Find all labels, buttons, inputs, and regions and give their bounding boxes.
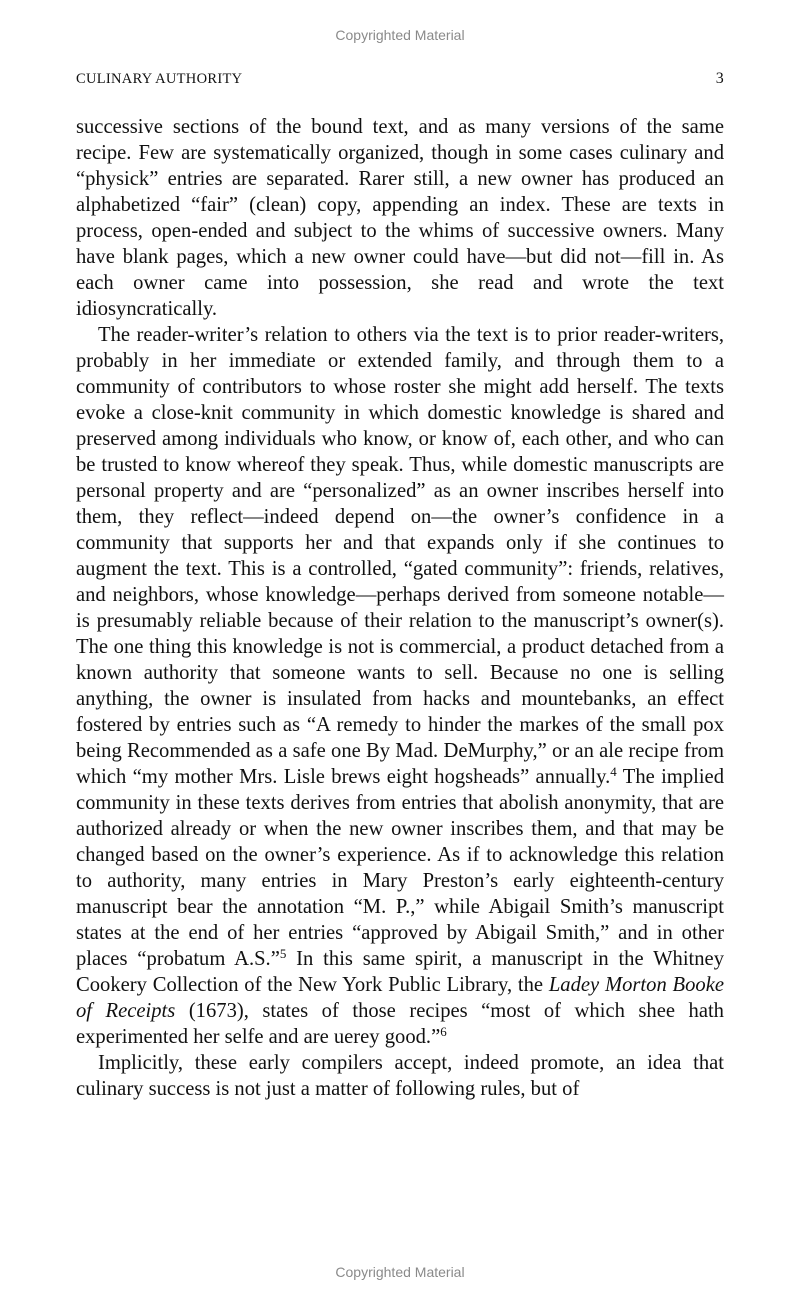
footnote-marker-5: 5 (279, 946, 287, 961)
paragraph-2-text-c: In this same spirit, a manuscript in the Whitney Cookery Collection of the New York Public Library, the (76, 948, 724, 996)
paragraph-2-text-a: The reader-writer’s relation to others via the text is to prior reader-writers, probably in her immediate or extended family, and through them to a community of contributors to whose roster she might add herself. The texts evoke a close-knit community in which domestic knowledge is shared and preserved among individuals who know, or know of, each other, and who can be trusted to know whereof they speak. Thus, while domestic manuscripts are personal property and are “personalized” as an owner inscribes herself into them, they reflect—indeed depend on—the owner’s confidence in a community that supports her and that expands only if she continues to augment the text. This is a controlled, “gated community”: friends, relatives, and neighbors, whose knowledge—perhaps derived from someone notable—is presumably reliable because of their relation to the manuscript’s owner(s). The one thing this knowledge is not is commercial, a product detached from a known authority that someone wants to sell. Because no one is selling anything, the owner is insulated from hacks and mountebanks, an effect fostered by entries such as “A remedy to hinder the markes of the small pox being Recommended as a safe one By Mad. DeMurphy,” or an ale recipe from which “my mother Mrs. Lisle brews eight hogsheads” annually. (76, 324, 724, 788)
footnote-marker-4: 4 (610, 764, 617, 779)
running-head (76, 70, 724, 88)
body-text (76, 114, 724, 1102)
paragraph-3: Implicitly, these early compilers accept, indeed promote, an idea that culinary success is not just a matter of following rules, but of (76, 1052, 724, 1100)
page-number: 3 (715, 70, 724, 87)
paragraph-2 (76, 322, 724, 1050)
paragraph-1: successive sections of the bound text, and as many versions of the same recipe. Few are systematically organized, though in some cases culinary and “physick” entries are separated. Rarer still, a new owner has produced an alphabetized “fair” (clean) copy, appending an index. These are texts in process, open-ended and subject to the whims of successive owners. Many have blank pages, which a new owner could have—but did not—fill in. As each owner came into possession, she read and wrote the text idiosyncratically. (76, 116, 724, 320)
paragraph-2-text-b: The implied community in these texts derives from entries that abolish anonymity, that are authorized already or when the new owner inscribes them, and that may be changed based on the owner’s experience. As if to acknowledge this relation to authority, many entries in Mary Preston’s early eighteenth-century manuscript bear the annotation “M. P.,” while Abigail Smith’s manuscript states at the end of her entries “approved by Abigail Smith,” and in other places “probatum A.S.” (76, 766, 724, 970)
copyright-notice-bottom: Copyrighted Material (335, 1264, 465, 1280)
paragraph-2-text-d: (1673), states of those recipes “most of which shee hath experimented her selfe and are uerey good.” (76, 1000, 724, 1048)
copyright-notice-top: Copyrighted Material (335, 27, 465, 43)
footnote-marker-6: 6 (440, 1024, 447, 1039)
book-title-italic: Ladey Morton Booke of Receipts (76, 974, 724, 1022)
running-head-title: CULINARY AUTHORITY (76, 71, 243, 87)
